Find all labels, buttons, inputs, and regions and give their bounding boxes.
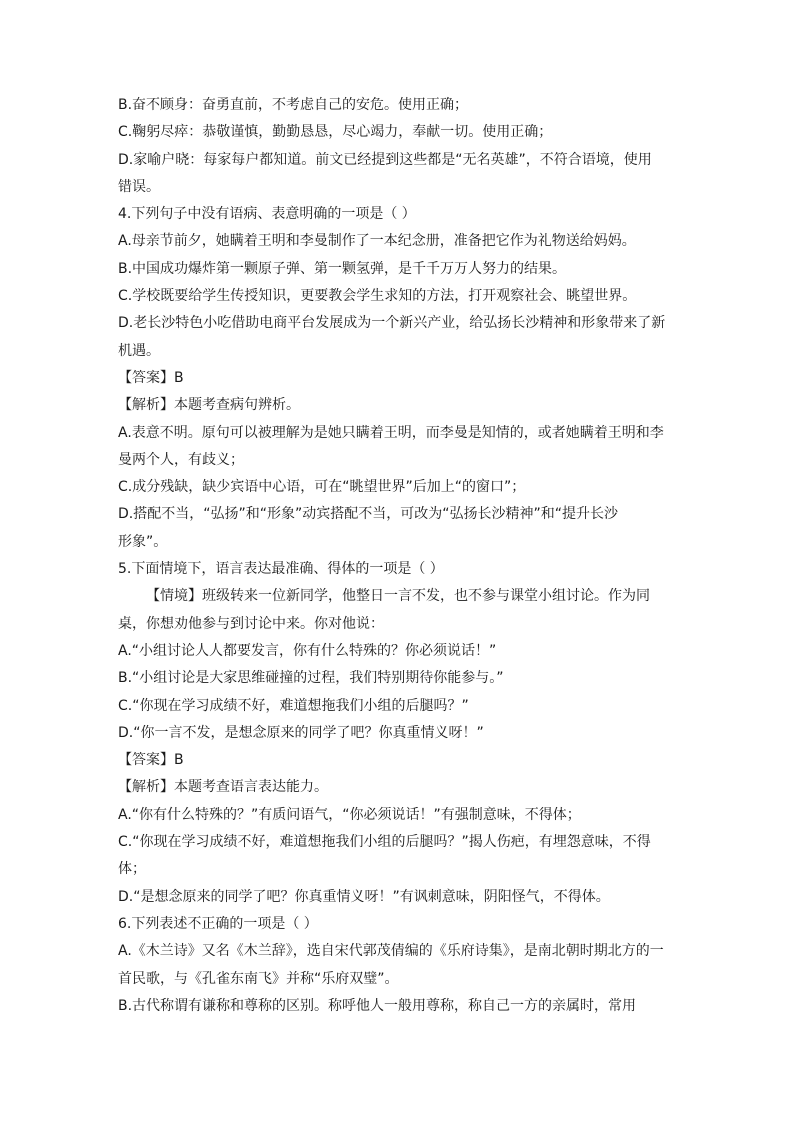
text-line: 曼两个人，有歧义； <box>118 451 244 468</box>
option-a: A.“小组讨论人人都要发言，你有什么特殊的？你必须说话！” <box>118 642 497 659</box>
question-5-heading: 5.下面情境下，语言表达最准确、得体的一项是（ ） <box>118 561 444 578</box>
question-6-heading: 6.下列表述不正确的一项是（ ） <box>118 915 318 932</box>
question-4-heading: 4.下列句子中没有语病、表意明确的一项是（ ） <box>118 206 416 223</box>
scenario-text: 【情境】班级转来一位新同学，他整日一言不发，也不参与课堂小组讨论。作为同 <box>146 588 650 605</box>
document-page <box>118 92 678 1020</box>
option-c: C.学校既要给学生传授知识，更要教会学生求知的方法，打开观察社会、眺望世界。 <box>118 288 637 305</box>
text-line: C.成分残缺，缺少宾语中心语，可在“眺望世界”后加上“的窗口”； <box>118 479 526 496</box>
option-b: B.“小组讨论是大家思维碰撞的过程，我们特别期待你能参与。” <box>118 670 504 687</box>
text-line: A.表意不明。原句可以被理解为是她只瞒着王明，而李曼是知情的，或者她瞒着王明和李 <box>118 424 664 441</box>
option-a: A.母亲节前夕，她瞒着王明和李曼制作了一本纪念册，准备把它作为礼物送给妈妈。 <box>118 233 636 250</box>
text-line: 首民歌，与《孔雀东南飞》并称“乐府双璧”。 <box>118 970 399 987</box>
answer-label: 【答案】B <box>118 369 184 386</box>
option-b: B.中国成功爆炸第一颗原子弹、第一颗氢弹，是千千万万人努力的结果。 <box>118 260 567 277</box>
text-line: D.搭配不当，“弘扬”和“形象”动宾搭配不当，可改为“弘扬长沙精神”和“提升长沙 <box>118 506 618 523</box>
text-line: 错误。 <box>118 178 160 195</box>
text-line: D.“是想念原来的同学了吧？你真重情义呀！”有讽刺意味，阴阳怪气，不得体。 <box>118 888 610 905</box>
option-a: A.《木兰诗》又名《木兰辞》，选自宋代郭茂倩编的《乐府诗集》，是南北朝时期北方的一 <box>118 943 664 960</box>
answer-label: 【答案】B <box>118 752 184 769</box>
analysis-label: 【解析】本题考查语言表达能力。 <box>118 779 328 796</box>
option-d: D.“你一言不发，是想念原来的同学了吧？你真重情义呀！” <box>118 724 484 741</box>
text-line: A.“你有什么特殊的？”有质问语气，“你必须说话！”有强制意味，不得体； <box>118 806 581 823</box>
text-line: C.“你现在学习成绩不好，难道想拖我们小组的后腿吗？”揭人伤疤，有埋怨意味，不得 <box>118 834 651 851</box>
text-line: 体； <box>118 861 146 878</box>
option-c: C.“你现在学习成绩不好，难道想拖我们小组的后腿吗？” <box>118 697 469 714</box>
option-b: B.古代称谓有谦称和尊称的区别。称呼他人一般用尊称，称自己一方的亲属时，常用 <box>118 997 637 1014</box>
text-line: B.奋不顾身：奋勇直前，不考虑自己的安危。使用正确； <box>118 97 469 113</box>
text-line: C.鞠躬尽瘁：恭敬谨慎，勤勤恳恳，尽心竭力，奉献一切。使用正确； <box>118 124 553 141</box>
text-line: 形象”。 <box>118 533 168 550</box>
analysis-label: 【解析】本题考查病句辨析。 <box>118 397 300 414</box>
option-d: D.老长沙特色小吃借助电商平台发展成为一个新兴产业，给弘扬长沙精神和形象带来了新 <box>118 315 666 332</box>
text-line: D.家喻户晓：每家每户都知道。前文已经提到这些都是“无名英雄”，不符合语境，使用 <box>118 151 652 168</box>
text-line: 桌，你想劝他参与到讨论中来。你对他说： <box>118 615 384 632</box>
text-line: 机遇。 <box>118 342 160 359</box>
